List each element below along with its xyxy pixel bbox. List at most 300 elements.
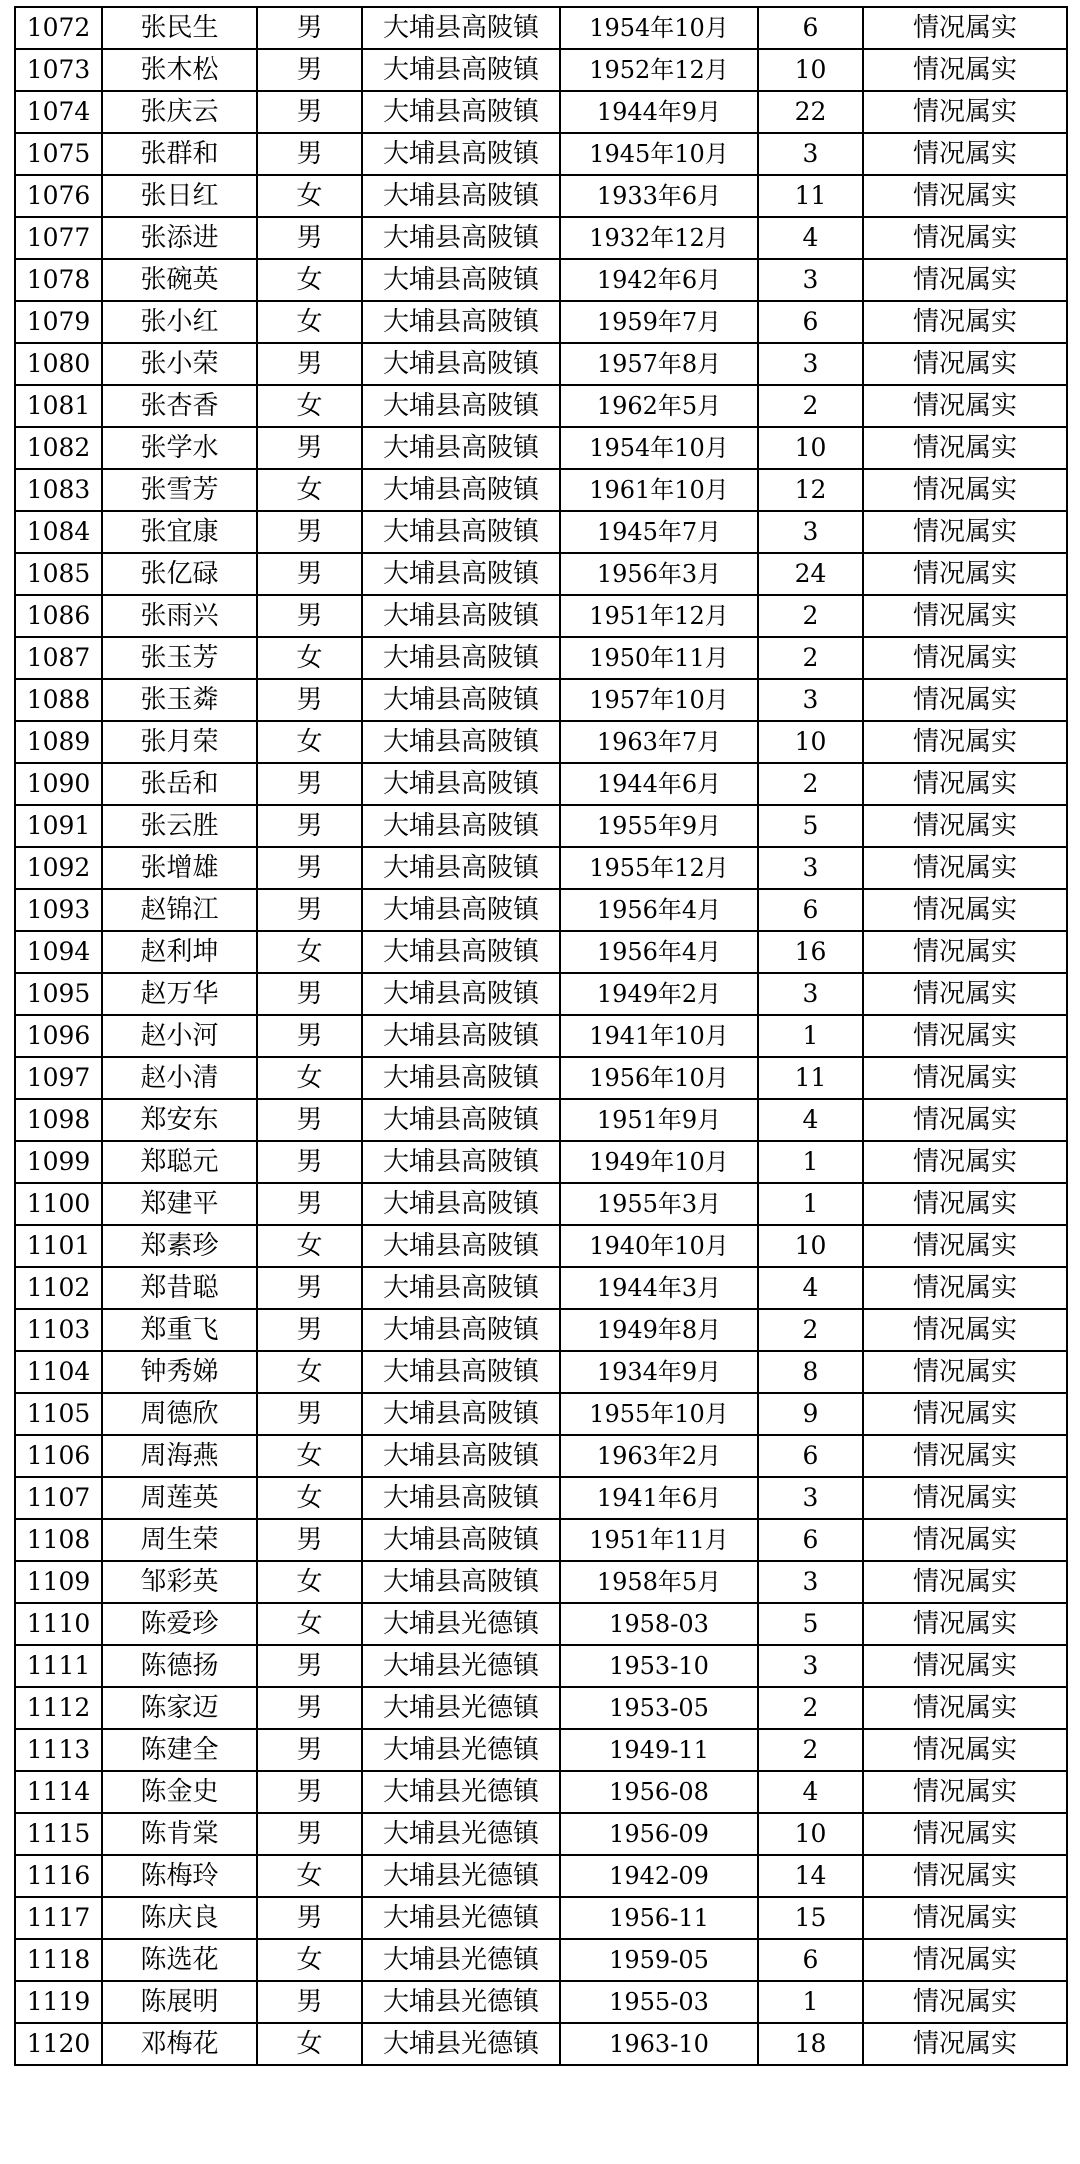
gender-cell: 男 [257,1099,362,1141]
gender-cell: 男 [257,133,362,175]
gender-cell: 男 [257,427,362,469]
gender-cell: 男 [257,1267,362,1309]
table-row [15,1393,1067,1435]
address-cell: 大埔县高陂镇 [362,1309,560,1351]
years-cell: 5 [758,1603,863,1645]
name-cell: 赵小清 [102,1057,257,1099]
gender-cell: 女 [257,259,362,301]
serial-number-cell: 1106 [15,1435,102,1477]
status-cell: 情况属实 [863,805,1067,847]
status-cell: 情况属实 [863,91,1067,133]
table-body [15,7,1067,2065]
name-cell: 张宜康 [102,511,257,553]
name-cell: 陈爱珍 [102,1603,257,1645]
serial-number-cell: 1086 [15,595,102,637]
status-cell: 情况属实 [863,511,1067,553]
address-cell: 大埔县光德镇 [362,1897,560,1939]
status-cell: 情况属实 [863,427,1067,469]
gender-cell: 男 [257,1813,362,1855]
date-cell: 1952年12月 [560,49,758,91]
years-cell: 6 [758,1939,863,1981]
table-row [15,385,1067,427]
status-cell: 情况属实 [863,721,1067,763]
date-cell: 1958年5月 [560,1561,758,1603]
years-cell: 6 [758,1435,863,1477]
table-row [15,469,1067,511]
status-cell: 情况属实 [863,1729,1067,1771]
status-cell: 情况属实 [863,1813,1067,1855]
table-row [15,7,1067,49]
name-cell: 郑素珍 [102,1225,257,1267]
name-cell: 邹彩英 [102,1561,257,1603]
date-cell: 1955年10月 [560,1393,758,1435]
address-cell: 大埔县光德镇 [362,1855,560,1897]
name-cell: 张月荣 [102,721,257,763]
name-cell: 张添进 [102,217,257,259]
name-cell: 张日红 [102,175,257,217]
serial-number-cell: 1102 [15,1267,102,1309]
status-cell: 情况属实 [863,1645,1067,1687]
status-cell: 情况属实 [863,1267,1067,1309]
status-cell: 情况属实 [863,1225,1067,1267]
gender-cell: 女 [257,1603,362,1645]
table-row [15,1351,1067,1393]
gender-cell: 女 [257,301,362,343]
years-cell: 11 [758,175,863,217]
serial-number-cell: 1097 [15,1057,102,1099]
serial-number-cell: 1117 [15,1897,102,1939]
table-row [15,637,1067,679]
status-cell: 情况属实 [863,1351,1067,1393]
address-cell: 大埔县光德镇 [362,2023,560,2065]
date-cell: 1932年12月 [560,217,758,259]
serial-number-cell: 1098 [15,1099,102,1141]
table-row [15,175,1067,217]
name-cell: 张学水 [102,427,257,469]
date-cell: 1955-03 [560,1981,758,2023]
gender-cell: 女 [257,1939,362,1981]
years-cell: 4 [758,1099,863,1141]
status-cell: 情况属实 [863,301,1067,343]
status-cell: 情况属实 [863,1897,1067,1939]
address-cell: 大埔县高陂镇 [362,259,560,301]
serial-number-cell: 1073 [15,49,102,91]
name-cell: 张民生 [102,7,257,49]
table-row [15,49,1067,91]
address-cell: 大埔县高陂镇 [362,721,560,763]
status-cell: 情况属实 [863,1183,1067,1225]
gender-cell: 男 [257,49,362,91]
table-row [15,1645,1067,1687]
date-cell: 1956年10月 [560,1057,758,1099]
gender-cell: 男 [257,889,362,931]
table-row [15,553,1067,595]
date-cell: 1956-11 [560,1897,758,1939]
serial-number-cell: 1111 [15,1645,102,1687]
gender-cell: 男 [257,1519,362,1561]
record-table [14,6,1068,2066]
table-row [15,1477,1067,1519]
serial-number-cell: 1090 [15,763,102,805]
gender-cell: 女 [257,2023,362,2065]
date-cell: 1953-05 [560,1687,758,1729]
table-row [15,973,1067,1015]
serial-number-cell: 1107 [15,1477,102,1519]
address-cell: 大埔县高陂镇 [362,1435,560,1477]
serial-number-cell: 1085 [15,553,102,595]
serial-number-cell: 1115 [15,1813,102,1855]
serial-number-cell: 1089 [15,721,102,763]
date-cell: 1956-08 [560,1771,758,1813]
gender-cell: 男 [257,1981,362,2023]
status-cell: 情况属实 [863,2023,1067,2065]
gender-cell: 男 [257,595,362,637]
status-cell: 情况属实 [863,1687,1067,1729]
years-cell: 16 [758,931,863,973]
date-cell: 1942-09 [560,1855,758,1897]
date-cell: 1963年7月 [560,721,758,763]
status-cell: 情况属实 [863,343,1067,385]
gender-cell: 男 [257,343,362,385]
status-cell: 情况属实 [863,679,1067,721]
name-cell: 陈展明 [102,1981,257,2023]
serial-number-cell: 1112 [15,1687,102,1729]
address-cell: 大埔县高陂镇 [362,469,560,511]
years-cell: 10 [758,721,863,763]
date-cell: 1944年9月 [560,91,758,133]
status-cell: 情况属实 [863,1939,1067,1981]
status-cell: 情况属实 [863,259,1067,301]
name-cell: 周莲英 [102,1477,257,1519]
years-cell: 2 [758,637,863,679]
years-cell: 3 [758,973,863,1015]
status-cell: 情况属实 [863,133,1067,175]
table-row [15,805,1067,847]
status-cell: 情况属实 [863,1561,1067,1603]
table-row [15,1435,1067,1477]
serial-number-cell: 1118 [15,1939,102,1981]
table-row [15,91,1067,133]
table-row [15,679,1067,721]
years-cell: 3 [758,1477,863,1519]
address-cell: 大埔县光德镇 [362,1687,560,1729]
name-cell: 钟秀娣 [102,1351,257,1393]
name-cell: 张庆云 [102,91,257,133]
gender-cell: 男 [257,1141,362,1183]
gender-cell: 男 [257,973,362,1015]
status-cell: 情况属实 [863,1477,1067,1519]
years-cell: 4 [758,1771,863,1813]
name-cell: 陈家迈 [102,1687,257,1729]
address-cell: 大埔县高陂镇 [362,427,560,469]
status-cell: 情况属实 [863,637,1067,679]
table-row [15,1897,1067,1939]
years-cell: 2 [758,763,863,805]
status-cell: 情况属实 [863,217,1067,259]
serial-number-cell: 1094 [15,931,102,973]
name-cell: 张雨兴 [102,595,257,637]
gender-cell: 男 [257,679,362,721]
name-cell: 邓梅花 [102,2023,257,2065]
years-cell: 3 [758,133,863,175]
years-cell: 10 [758,1225,863,1267]
date-cell: 1956年4月 [560,889,758,931]
status-cell: 情况属实 [863,1141,1067,1183]
address-cell: 大埔县高陂镇 [362,1519,560,1561]
status-cell: 情况属实 [863,1435,1067,1477]
address-cell: 大埔县高陂镇 [362,1351,560,1393]
address-cell: 大埔县高陂镇 [362,763,560,805]
serial-number-cell: 1088 [15,679,102,721]
status-cell: 情况属实 [863,847,1067,889]
date-cell: 1944年6月 [560,763,758,805]
status-cell: 情况属实 [863,175,1067,217]
years-cell: 6 [758,1519,863,1561]
table-row [15,2023,1067,2065]
table-row [15,1729,1067,1771]
table-row [15,1813,1067,1855]
address-cell: 大埔县高陂镇 [362,553,560,595]
serial-number-cell: 1099 [15,1141,102,1183]
table-row [15,721,1067,763]
serial-number-cell: 1092 [15,847,102,889]
date-cell: 1955年9月 [560,805,758,847]
name-cell: 张亿碌 [102,553,257,595]
serial-number-cell: 1083 [15,469,102,511]
gender-cell: 女 [257,1057,362,1099]
gender-cell: 女 [257,1477,362,1519]
years-cell: 3 [758,847,863,889]
gender-cell: 女 [257,385,362,427]
name-cell: 张岳和 [102,763,257,805]
name-cell: 赵小河 [102,1015,257,1057]
gender-cell: 男 [257,553,362,595]
gender-cell: 男 [257,217,362,259]
name-cell: 陈选花 [102,1939,257,1981]
table-row [15,301,1067,343]
table-row [15,343,1067,385]
name-cell: 周德欣 [102,1393,257,1435]
date-cell: 1953-10 [560,1645,758,1687]
years-cell: 2 [758,1687,863,1729]
serial-number-cell: 1078 [15,259,102,301]
date-cell: 1934年9月 [560,1351,758,1393]
name-cell: 陈建全 [102,1729,257,1771]
date-cell: 1961年10月 [560,469,758,511]
name-cell: 张雪芳 [102,469,257,511]
years-cell: 15 [758,1897,863,1939]
status-cell: 情况属实 [863,49,1067,91]
address-cell: 大埔县高陂镇 [362,49,560,91]
name-cell: 张木松 [102,49,257,91]
name-cell: 张碗英 [102,259,257,301]
date-cell: 1949年2月 [560,973,758,1015]
name-cell: 张增雄 [102,847,257,889]
table-row [15,763,1067,805]
name-cell: 张小红 [102,301,257,343]
table-row [15,511,1067,553]
years-cell: 1 [758,1183,863,1225]
gender-cell: 女 [257,175,362,217]
gender-cell: 男 [257,1897,362,1939]
serial-number-cell: 1081 [15,385,102,427]
name-cell: 周生荣 [102,1519,257,1561]
address-cell: 大埔县高陂镇 [362,91,560,133]
serial-number-cell: 1104 [15,1351,102,1393]
serial-number-cell: 1119 [15,1981,102,2023]
date-cell: 1949-11 [560,1729,758,1771]
date-cell: 1954年10月 [560,427,758,469]
table-row [15,889,1067,931]
address-cell: 大埔县高陂镇 [362,931,560,973]
years-cell: 3 [758,1645,863,1687]
table-row [15,1015,1067,1057]
table-row [15,427,1067,469]
status-cell: 情况属实 [863,7,1067,49]
date-cell: 1950年11月 [560,637,758,679]
years-cell: 10 [758,49,863,91]
gender-cell: 男 [257,511,362,553]
gender-cell: 男 [257,1015,362,1057]
years-cell: 5 [758,805,863,847]
gender-cell: 男 [257,1393,362,1435]
table-row [15,1099,1067,1141]
gender-cell: 男 [257,1645,362,1687]
address-cell: 大埔县高陂镇 [362,1561,560,1603]
date-cell: 1956年4月 [560,931,758,973]
serial-number-cell: 1096 [15,1015,102,1057]
years-cell: 2 [758,1309,863,1351]
name-cell: 张群和 [102,133,257,175]
address-cell: 大埔县高陂镇 [362,301,560,343]
date-cell: 1955年3月 [560,1183,758,1225]
date-cell: 1956-09 [560,1813,758,1855]
date-cell: 1959-05 [560,1939,758,1981]
table-row [15,259,1067,301]
table-row [15,1141,1067,1183]
address-cell: 大埔县高陂镇 [362,1225,560,1267]
name-cell: 陈肯棠 [102,1813,257,1855]
date-cell: 1951年12月 [560,595,758,637]
date-cell: 1959年7月 [560,301,758,343]
status-cell: 情况属实 [863,1981,1067,2023]
years-cell: 18 [758,2023,863,2065]
years-cell: 22 [758,91,863,133]
name-cell: 郑安东 [102,1099,257,1141]
name-cell: 郑聪元 [102,1141,257,1183]
serial-number-cell: 1076 [15,175,102,217]
date-cell: 1949年8月 [560,1309,758,1351]
status-cell: 情况属实 [863,763,1067,805]
name-cell: 郑建平 [102,1183,257,1225]
table-row [15,133,1067,175]
serial-number-cell: 1091 [15,805,102,847]
gender-cell: 女 [257,1561,362,1603]
name-cell: 张小荣 [102,343,257,385]
gender-cell: 女 [257,1225,362,1267]
address-cell: 大埔县高陂镇 [362,805,560,847]
address-cell: 大埔县高陂镇 [362,7,560,49]
date-cell: 1951年9月 [560,1099,758,1141]
address-cell: 大埔县光德镇 [362,1771,560,1813]
gender-cell: 女 [257,637,362,679]
serial-number-cell: 1120 [15,2023,102,2065]
date-cell: 1963年2月 [560,1435,758,1477]
gender-cell: 男 [257,1183,362,1225]
address-cell: 大埔县高陂镇 [362,679,560,721]
address-cell: 大埔县高陂镇 [362,847,560,889]
address-cell: 大埔县高陂镇 [362,133,560,175]
serial-number-cell: 1080 [15,343,102,385]
serial-number-cell: 1114 [15,1771,102,1813]
status-cell: 情况属实 [863,1855,1067,1897]
table-row [15,1687,1067,1729]
table-row [15,1981,1067,2023]
table-row [15,847,1067,889]
years-cell: 8 [758,1351,863,1393]
table-row [15,595,1067,637]
status-cell: 情况属实 [863,931,1067,973]
years-cell: 3 [758,343,863,385]
years-cell: 3 [758,679,863,721]
status-cell: 情况属实 [863,889,1067,931]
date-cell: 1945年10月 [560,133,758,175]
address-cell: 大埔县高陂镇 [362,175,560,217]
table-row [15,1561,1067,1603]
date-cell: 1949年10月 [560,1141,758,1183]
status-cell: 情况属实 [863,595,1067,637]
years-cell: 4 [758,217,863,259]
serial-number-cell: 1084 [15,511,102,553]
gender-cell: 男 [257,91,362,133]
status-cell: 情况属实 [863,1309,1067,1351]
serial-number-cell: 1075 [15,133,102,175]
years-cell: 2 [758,385,863,427]
status-cell: 情况属实 [863,1393,1067,1435]
years-cell: 3 [758,1561,863,1603]
name-cell: 陈庆良 [102,1897,257,1939]
years-cell: 10 [758,1813,863,1855]
years-cell: 14 [758,1855,863,1897]
gender-cell: 男 [257,763,362,805]
gender-cell: 女 [257,1435,362,1477]
address-cell: 大埔县高陂镇 [362,1477,560,1519]
table-row [15,931,1067,973]
years-cell: 2 [758,595,863,637]
serial-number-cell: 1100 [15,1183,102,1225]
serial-number-cell: 1113 [15,1729,102,1771]
address-cell: 大埔县高陂镇 [362,889,560,931]
status-cell: 情况属实 [863,1603,1067,1645]
address-cell: 大埔县高陂镇 [362,1183,560,1225]
serial-number-cell: 1109 [15,1561,102,1603]
address-cell: 大埔县高陂镇 [362,1141,560,1183]
table-row [15,1855,1067,1897]
date-cell: 1958-03 [560,1603,758,1645]
years-cell: 3 [758,511,863,553]
serial-number-cell: 1110 [15,1603,102,1645]
serial-number-cell: 1116 [15,1855,102,1897]
date-cell: 1954年10月 [560,7,758,49]
years-cell: 1 [758,1141,863,1183]
table-row [15,1519,1067,1561]
address-cell: 大埔县高陂镇 [362,511,560,553]
years-cell: 6 [758,301,863,343]
gender-cell: 女 [257,721,362,763]
date-cell: 1957年8月 [560,343,758,385]
date-cell: 1963-10 [560,2023,758,2065]
name-cell: 张杏香 [102,385,257,427]
